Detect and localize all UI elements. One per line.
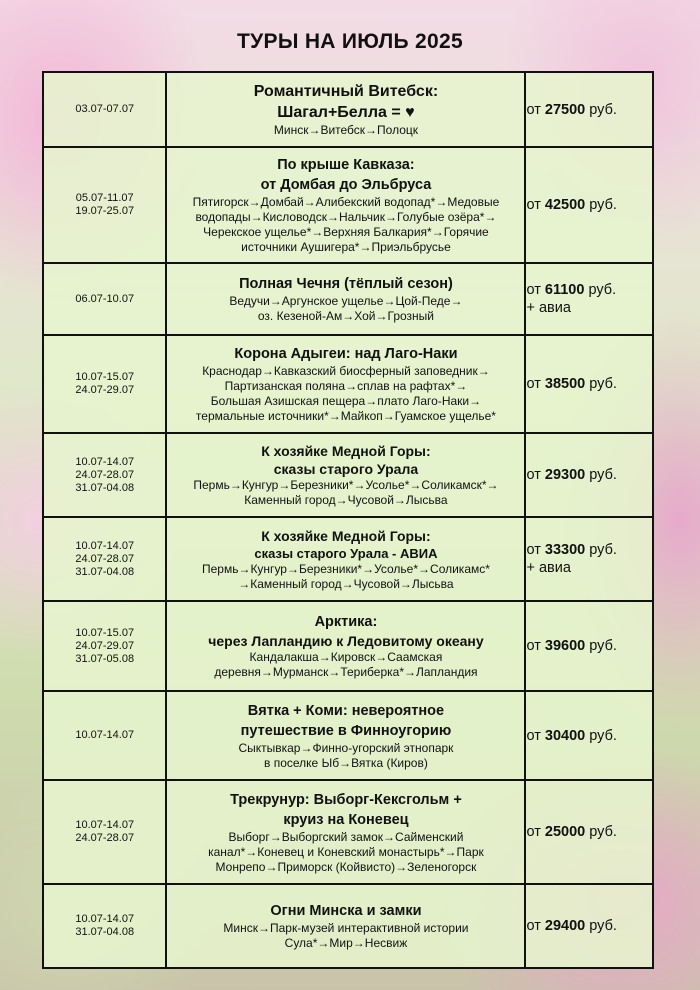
date-range: 06.07-10.07: [75, 292, 135, 305]
price-amount: 39600: [544, 638, 586, 654]
tour-title: Вятка + Коми: невероятное: [247, 702, 445, 719]
tour-price: [525, 433, 653, 517]
tour-description: [166, 433, 525, 517]
tour-route: Пермь→Кунгур→Березники*→Усолье*→Соликамс*: [201, 561, 490, 576]
price-prefix: от: [526, 638, 545, 654]
tour-price: [525, 263, 653, 335]
tour-route: Монрепо→Приморск (Койвисто)→Зеленогорск: [215, 859, 477, 874]
tour-route: Минск→Парк-музей интерактивной истории: [223, 921, 469, 935]
tour-description: [166, 263, 525, 335]
tour-dates: [43, 780, 166, 884]
tour-route: оз. Кезеной-Ам→Хой→Грозный: [257, 309, 435, 323]
price-currency: руб.: [585, 197, 617, 213]
tour-title: К хозяйке Медной Горы:: [261, 443, 431, 459]
tour-route: Большая Азишская пещера→плато Лаго-Наки→: [210, 394, 482, 408]
tour-description: [166, 691, 525, 780]
tour-route: Выборг→Выборгский замок→Сайменский: [228, 829, 464, 844]
table-row[interactable]: [43, 335, 653, 433]
date-range: 31.07-04.08: [75, 926, 135, 938]
date-range: 10.07-14.07: [75, 819, 135, 831]
table-row[interactable]: [43, 433, 653, 517]
price-amount: 27500: [544, 101, 586, 118]
tour-dates: [43, 263, 166, 335]
page-title: ТУРЫ НА ИЮЛЬ 2025: [237, 30, 463, 53]
date-range: 24.07-29.07: [75, 639, 135, 652]
price-amount: 25000: [544, 824, 586, 840]
tour-route: деревня→Мурманск→Териберка*→Лапландия: [214, 665, 478, 679]
price-prefix: от: [526, 918, 545, 934]
tour-route: Каменный город→Чусовой→Лысьва: [244, 493, 448, 507]
price-prefix: от: [526, 101, 545, 118]
tour-route: термальные источники*→Майкоп→Гуамское ущелье*: [195, 409, 496, 423]
date-range: 31.07-05.08: [75, 652, 135, 665]
tour-price: [525, 335, 653, 433]
tour-price: [525, 780, 653, 884]
tour-dates: [43, 72, 166, 147]
tour-title: Арктика:: [314, 614, 378, 630]
price-amount: 61100: [544, 282, 585, 298]
price-amount: 42500: [544, 197, 586, 213]
tour-route: Краснодар→Кавказский биосферный заповедник→: [202, 364, 490, 378]
tour-description: [166, 601, 525, 691]
tour-description: [166, 884, 525, 968]
tour-subtitle: через Лапландию к Ледовитому океану: [208, 633, 484, 649]
tour-price: [525, 601, 653, 691]
price-currency: руб.: [585, 376, 617, 392]
table-row[interactable]: [43, 691, 653, 780]
tour-route: Ведучи→Аргунское ущелье→Цой-Педе→: [229, 294, 463, 308]
tour-dates: [43, 147, 166, 263]
price-amount: 30400: [544, 727, 586, 744]
price-currency: руб.: [585, 467, 617, 483]
tour-dates: [43, 601, 166, 691]
date-range: 24.07-28.07: [75, 468, 135, 481]
tour-price: [525, 72, 653, 147]
date-range: 10.07-14.07: [75, 729, 135, 741]
price-prefix: от: [526, 824, 545, 840]
tour-route: Минск→Витебск→Полоцк: [273, 123, 419, 137]
tour-route: в поселке Ыб→Вятка (Киров): [264, 755, 428, 770]
tour-route: →Каменный город→Чусовой→Лысьва: [238, 576, 454, 591]
price-prefix: от: [526, 467, 545, 483]
tour-title: Корона Адыгеи: над Лаго-Наки: [234, 346, 458, 362]
table-row[interactable]: [43, 72, 653, 147]
price-currency: руб.: [585, 918, 617, 934]
tour-description: [166, 780, 525, 884]
tour-route: Черекское ущелье*→Верхняя Балкария*→Горячие: [203, 225, 489, 239]
price-currency: руб.: [585, 727, 617, 744]
date-range: 10.07-15.07: [75, 626, 135, 639]
date-range: 10.07-15.07: [75, 371, 135, 383]
tour-route: Партизанская поляна→сплав на рафтах*→: [224, 379, 468, 393]
date-range: 10.07-14.07: [75, 539, 135, 552]
tours-table: [42, 71, 654, 969]
price-prefix: от: [526, 282, 545, 298]
tour-subtitle: от Домбая до Эльбруса: [260, 177, 432, 193]
tour-subtitle: путешествие в Финноугорию: [240, 722, 452, 739]
price-prefix: от: [526, 727, 545, 744]
date-range: 24.07-28.07: [75, 552, 135, 565]
date-range: 24.07-29.07: [75, 384, 135, 396]
tour-route: канал*→Коневец и Коневский монастырь*→Парк: [208, 844, 484, 859]
tour-dates: [43, 691, 166, 780]
price-extra: + авиа: [526, 300, 571, 316]
date-range: 05.07-11.07: [75, 192, 134, 204]
table-row[interactable]: [43, 601, 653, 691]
tour-subtitle: круиз на Коневец: [283, 811, 409, 828]
tour-title: Трекрунур: Выборг-Кексгольм +: [230, 791, 462, 808]
tour-subtitle: сказы старого Урала: [273, 461, 419, 477]
price-prefix: от: [526, 197, 545, 213]
tour-title: Огни Минска и замки: [270, 903, 422, 919]
tour-price: [525, 147, 653, 263]
tour-dates: [43, 433, 166, 517]
table-row[interactable]: [43, 884, 653, 968]
tour-route: Сула*→Мир→Несвиж: [284, 936, 408, 950]
tour-description: [166, 147, 525, 263]
table-row[interactable]: [43, 517, 653, 601]
tour-title: Полная Чечня (тёплый сезон): [239, 276, 453, 292]
tour-description: [166, 517, 525, 601]
price-extra: + авиа: [526, 560, 571, 576]
price-amount: 29400: [544, 918, 586, 934]
tour-route: водопады→Кисловодск→Нальчик→Голубые озёра*→: [195, 210, 497, 224]
tour-dates: [43, 517, 166, 601]
date-range: 19.07-25.07: [75, 205, 135, 217]
tour-title: Романтичный Витебск:: [253, 83, 439, 100]
tour-route: Кандалакша→Кировск→Саамская: [249, 650, 443, 664]
tour-route: Пермь→Кунгур→Березники*→Усолье*→Соликамск*→: [193, 478, 499, 492]
date-range: 03.07-07.07: [75, 103, 135, 115]
price-currency: руб.: [585, 101, 617, 118]
tour-price: [525, 517, 653, 601]
price-currency: руб.: [585, 638, 617, 654]
price-currency: руб.: [584, 282, 617, 298]
tour-description: [166, 335, 525, 433]
tour-title: К хозяйке Медной Горы:: [261, 527, 431, 544]
date-range: 10.07-14.07: [75, 913, 135, 925]
tour-price: [525, 691, 653, 780]
price-amount: 38500: [544, 376, 586, 392]
date-range: 31.07-04.08: [75, 481, 135, 494]
price-prefix: от: [526, 376, 545, 392]
price-currency: руб.: [585, 824, 617, 840]
tour-price: [525, 884, 653, 968]
tour-description: [166, 72, 525, 147]
tour-route: источники Аушигера*→Приэльбрусье: [241, 240, 451, 254]
date-range: 24.07-28.07: [75, 832, 135, 844]
tour-subtitle: сказы старого Урала - АВИА: [254, 545, 438, 561]
price-amount: 29300: [544, 467, 586, 483]
tour-subtitle: Шагал+Белла = ♥: [277, 104, 415, 121]
tour-dates: [43, 335, 166, 433]
tour-route: Пятигорск→Домбай→Алибекский водопад*→Медовые: [192, 195, 500, 209]
price-prefix: от: [526, 542, 545, 558]
tour-title: По крыше Кавказа:: [277, 157, 415, 173]
date-range: 10.07-14.07: [75, 455, 135, 468]
price-amount: 33300: [544, 542, 586, 558]
table-row[interactable]: [43, 780, 653, 884]
table-row[interactable]: [43, 147, 653, 263]
tour-route: Сыктывкар→Финно-угорский этнопарк: [238, 740, 454, 755]
date-range: 31.07-04.08: [75, 565, 135, 578]
price-currency: руб.: [585, 542, 617, 558]
tour-dates: [43, 884, 166, 968]
table-row[interactable]: [43, 263, 653, 335]
